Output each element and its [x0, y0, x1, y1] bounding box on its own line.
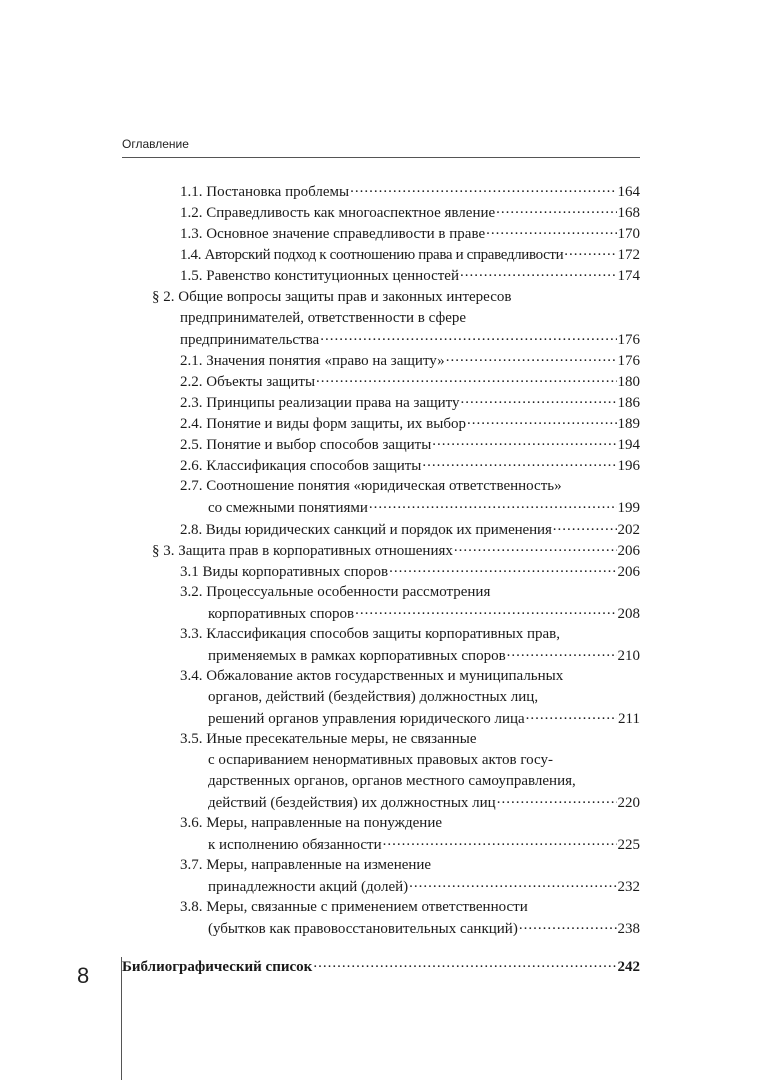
toc-entry-3-4[interactable] — [180, 666, 640, 730]
toc-entry-1-2[interactable] — [180, 202, 640, 224]
leader-dots — [526, 708, 617, 723]
toc-entry-3-2[interactable] — [180, 582, 640, 625]
toc-entry-title: к исполнению обязанности — [208, 837, 382, 853]
toc-entry-line: § 2. Общие вопросы защиты прав и законных интересов — [152, 289, 512, 305]
leader-dots — [461, 392, 617, 407]
leader-dots — [389, 561, 616, 576]
toc-entry-2-8[interactable] — [180, 519, 640, 541]
toc-entry-1-1[interactable] — [180, 181, 640, 203]
leader-dots — [460, 265, 617, 280]
toc-page-number: 164 — [617, 184, 640, 200]
toc-page-number: 174 — [617, 268, 640, 284]
toc-entry-title: 2.8. Виды юридических санкций и порядок их применения — [180, 522, 552, 538]
toc-entry-title: принадлежности акций (долей) — [208, 879, 409, 895]
toc-entry-title: 3.1 Виды корпоративных споров — [180, 564, 389, 580]
toc-entry-1-5[interactable] — [180, 265, 640, 287]
page-number: 8 — [77, 963, 90, 988]
toc-page-number: 176 — [617, 332, 640, 348]
toc-entry-line: 3.5. Иные пресекательные меры, не связанные — [180, 731, 477, 747]
toc-entry-line: дарственных органов, органов местного самоуправления, — [208, 773, 576, 789]
toc-page-number: 189 — [617, 416, 640, 432]
leader-dots — [497, 792, 617, 807]
toc-entry-line: 3.8. Меры, связанные с применением ответственности — [180, 899, 528, 915]
toc-entry-3-5[interactable] — [180, 729, 640, 814]
toc-entry-title: со смежными понятиями — [208, 500, 368, 516]
toc-entry-2-2[interactable] — [180, 371, 640, 393]
toc-page-number: 199 — [617, 500, 640, 516]
toc-entry-title: применяемых в рамках корпоративных споров — [208, 648, 506, 664]
toc-page-number: 168 — [617, 205, 640, 221]
leader-dots — [446, 350, 617, 365]
leader-dots — [432, 434, 616, 449]
toc-page-number: 202 — [617, 522, 640, 538]
leader-dots — [422, 455, 616, 470]
leader-dots — [383, 834, 617, 849]
toc-section-3[interactable] — [152, 540, 640, 562]
toc-entry-title: 1.2. Справедливость как многоаспектное явление — [180, 205, 496, 221]
toc-entry-title: предпринимательства — [180, 332, 320, 348]
toc-entry-title: действий (бездействия) их должностных лиц — [208, 795, 496, 811]
toc-entry-title: 1.1. Постановка проблемы — [180, 184, 350, 200]
header-rule — [122, 157, 640, 158]
toc-page-number: 208 — [617, 606, 640, 622]
toc-entry-title: 2.3. Принципы реализации права на защиту — [180, 395, 460, 411]
toc-entry-3-3[interactable] — [180, 624, 640, 667]
toc-entry-title: 1.5. Равенство конституционных ценностей — [180, 268, 459, 284]
toc-page-number: 232 — [617, 879, 640, 895]
toc-page-number: 211 — [618, 711, 640, 727]
toc-entry-title: 2.2. Объекты защиты — [180, 374, 316, 390]
toc-entry-title: § 3. Защита прав в корпоративных отношениях — [152, 543, 453, 559]
toc-page-number: 194 — [617, 437, 640, 453]
toc-entry-title: 2.4. Понятие и виды форм защиты, их выбор — [180, 416, 466, 432]
toc-entry-line: 3.7. Меры, направленные на изменение — [180, 857, 432, 873]
toc-entry-line: предпринимателей, ответственности в сфере — [180, 310, 467, 326]
toc-entry-2-7[interactable] — [180, 476, 640, 519]
leader-dots — [320, 329, 616, 344]
toc-entry-line: 3.6. Меры, направленные на понуждение — [180, 815, 443, 831]
toc-entry-3-8[interactable] — [180, 897, 640, 940]
toc-entry-3-7[interactable] — [180, 855, 640, 898]
toc-page-number: 210 — [617, 648, 640, 664]
toc-page-number: 176 — [617, 353, 640, 369]
toc-page-number: 196 — [617, 458, 640, 474]
margin-rule — [121, 957, 122, 1080]
toc-entry-title: 1.3. Основное значение справедливости в праве — [180, 226, 486, 242]
leader-dots — [313, 956, 616, 971]
toc-entry-line: 2.7. Соотношение понятия «юридическая ответственность» — [180, 478, 562, 494]
toc-entry-title: 2.6. Классификация способов защиты — [180, 458, 422, 474]
toc-entry-line: 3.2. Процессуальные особенности рассмотрения — [180, 584, 491, 600]
toc-entry-title: 1.4. Авторский подход к соотношению права и справедливости — [180, 247, 564, 263]
leader-dots — [496, 202, 616, 217]
leader-dots — [409, 876, 616, 891]
toc-entry-2-1[interactable] — [180, 350, 640, 372]
leader-dots — [467, 413, 617, 428]
leader-dots — [486, 223, 616, 238]
leader-dots — [519, 918, 617, 933]
toc-entry-title: 2.5. Понятие и выбор способов защиты — [180, 437, 432, 453]
leader-dots — [355, 603, 616, 618]
toc-entry-2-4[interactable] — [180, 413, 640, 435]
toc-page-number: 172 — [617, 247, 640, 263]
toc-entry-line: 3.3. Классификация способов защиты корпоративных прав, — [180, 626, 560, 642]
running-head: Оглавление — [122, 137, 189, 151]
toc-section-2[interactable] — [152, 287, 640, 351]
leader-dots — [350, 181, 616, 196]
toc-page-number: 186 — [617, 395, 640, 411]
toc-entry-3-6[interactable] — [180, 813, 640, 856]
leader-dots — [564, 244, 616, 259]
toc-page-number: 242 — [617, 959, 640, 975]
toc-page-number: 180 — [617, 374, 640, 390]
leader-dots — [507, 645, 617, 660]
leader-dots — [369, 497, 617, 512]
toc-entry-line: 3.4. Обжалование актов государственных и муниципальных — [180, 668, 564, 684]
toc-entry-1-4[interactable] — [180, 244, 640, 266]
toc-page-number: 206 — [617, 564, 640, 580]
toc-entry-title: 2.1. Значения понятия «право на защиту» — [180, 353, 445, 369]
toc-page-number: 238 — [617, 921, 640, 937]
toc-bibliography[interactable] — [122, 956, 640, 978]
toc-entry-2-5[interactable] — [180, 434, 640, 456]
toc-entry-title: корпоративных споров — [208, 606, 355, 622]
leader-dots — [553, 519, 617, 534]
toc-entry-1-3[interactable] — [180, 223, 640, 245]
leader-dots — [454, 540, 617, 555]
toc-page-number: 206 — [617, 543, 640, 559]
toc-entry-2-6[interactable] — [180, 455, 640, 477]
toc-page-number: 170 — [617, 226, 640, 242]
toc-entry-2-3[interactable] — [180, 392, 640, 414]
toc-entry-line: с оспариванием ненормативных правовых актов госу- — [208, 752, 553, 768]
toc-entry-3-1[interactable] — [180, 561, 640, 583]
toc-entry-title: Библиографический список — [122, 959, 313, 975]
toc-entry-title: решений органов управления юридического лица — [208, 711, 525, 727]
toc-page-number: 225 — [617, 837, 640, 853]
toc-page-number: 220 — [617, 795, 640, 811]
leader-dots — [316, 371, 616, 386]
toc-entry-title: (убытков как правовосстановительных санкций) — [208, 921, 518, 937]
toc-entry-line: органов, действий (бездействия) должностных лиц, — [208, 689, 539, 705]
